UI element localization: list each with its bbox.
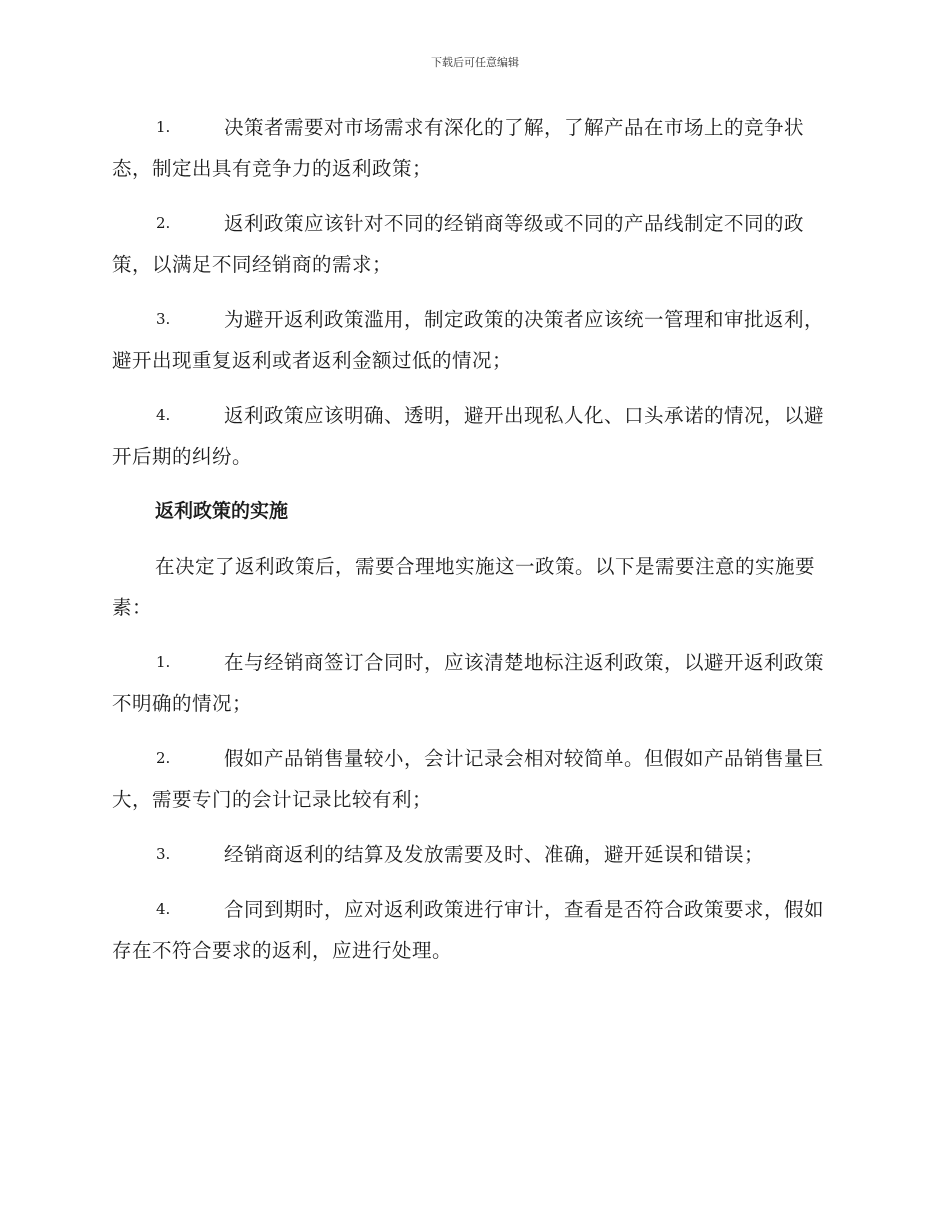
list-number: 2. (156, 214, 171, 232)
page-header: 下载后可任意编辑 (431, 56, 519, 69)
list-number: 3. (156, 310, 171, 328)
list-item (112, 107, 834, 189)
list-text: 在与经销商签订合同时，应该清楚地标注返利政策，以避开返利政策不明确的情况； (112, 651, 825, 715)
list-number: 1. (156, 118, 171, 136)
document-body (112, 107, 834, 985)
list-item (112, 299, 834, 381)
list-text: 为避开返利政策滥用，制定政策的决策者应该统一管理和审批返利，避开出现重复返利或者返利金额过低的情况； (112, 308, 825, 372)
list-text: 假如产品销售量较小，会计记录会相对较简单。但假如产品销售量巨大，需要专门的会计记录比较有利； (112, 747, 825, 811)
list-text: 返利政策应该针对不同的经销商等级或不同的产品线制定不同的政策，以满足不同经销商的需求； (112, 212, 805, 276)
list-text: 返利政策应该明确、透明，避开出现私人化、口头承诺的情况，以避开后期的纠纷。 (112, 404, 825, 468)
list-item (112, 395, 834, 477)
list-number: 4. (156, 406, 171, 424)
section-heading: 返利政策的实施 (155, 500, 289, 522)
list-text: 决策者需要对市场需求有深化的了解，了解产品在市场上的竞争状态，制定出具有竞争力的返利政策； (112, 116, 805, 180)
list-number: 2. (156, 749, 171, 767)
list-number: 4. (156, 900, 171, 918)
list-item (112, 889, 834, 971)
list-item (112, 203, 834, 285)
list-number: 3. (156, 845, 171, 863)
list-item (112, 834, 834, 875)
list-text: 合同到期时，应对返利政策进行审计，查看是否符合政策要求，假如存在不符合要求的返利，应进行处理。 (112, 898, 825, 962)
list-item (112, 642, 834, 724)
list-item (112, 738, 834, 820)
list-text: 经销商返利的结算及发放需要及时、准确，避开延误和错误； (224, 843, 765, 866)
section-intro: 在决定了返利政策后，需要合理地实施这一政策。以下是需要注意的实施要素： (112, 555, 816, 619)
list-number: 1. (156, 653, 171, 671)
